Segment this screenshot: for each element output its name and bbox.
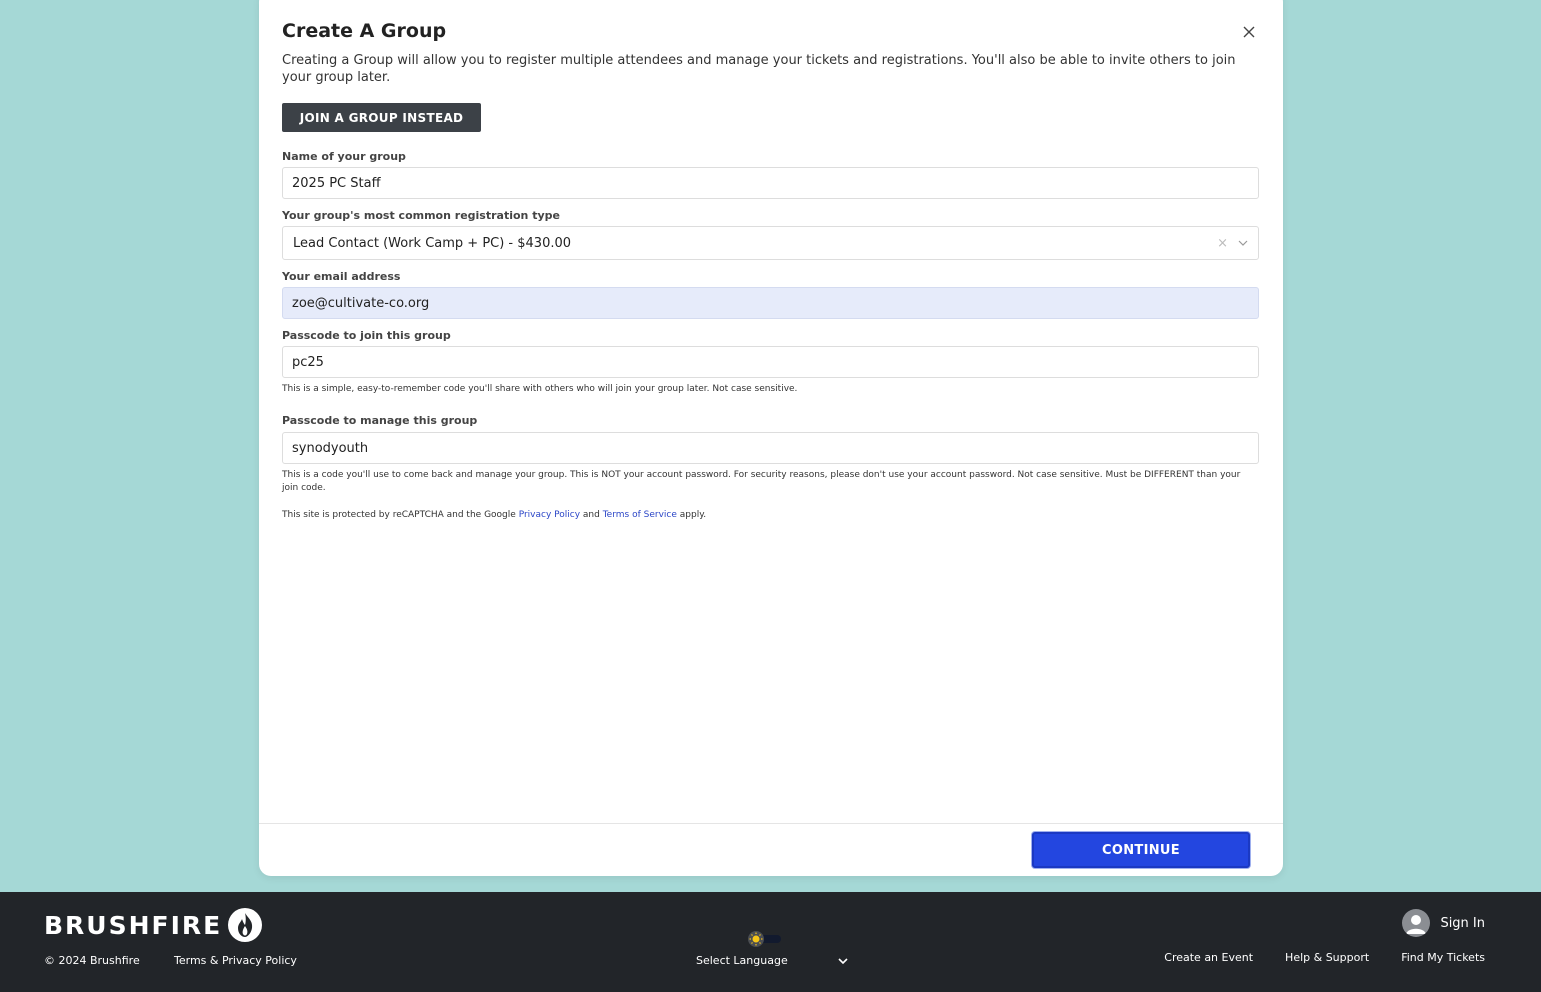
privacy-policy-link[interactable]: Privacy Policy	[518, 510, 581, 520]
recaptcha-prefix: This site is protected by reCAPTCHA and the Google	[282, 510, 516, 520]
recaptcha-notice	[282, 510, 706, 520]
reg-type-label: Your group's most common registration type	[282, 209, 560, 222]
sign-in-button[interactable]	[1402, 909, 1485, 937]
close-icon[interactable]	[1239, 22, 1259, 42]
terms-of-service-link[interactable]: Terms of Service	[602, 510, 677, 520]
user-avatar-icon	[1402, 909, 1430, 937]
copyright: © 2024 Brushfire	[44, 954, 140, 967]
create-event-link[interactable]: Create an Event	[1164, 951, 1254, 964]
email-value: zoe@cultivate-co.org	[292, 295, 430, 311]
email-field[interactable]	[282, 287, 1259, 319]
modal-intro: Creating a Group will allow you to register multiple attendees and manage your tickets and registrations. You'll also be able to invite others to join your group later.	[282, 53, 1236, 85]
manage-passcode-label: Passcode to manage this group	[282, 414, 478, 427]
brushfire-logo[interactable]	[44, 908, 262, 942]
continue-button[interactable]: CONTINUE	[1032, 832, 1250, 868]
group-name-value: 2025 PC Staff	[292, 175, 381, 191]
language-select-label: Select Language	[696, 954, 788, 967]
language-select[interactable]	[696, 954, 848, 967]
help-support-link[interactable]: Help & Support	[1285, 951, 1370, 964]
flame-icon	[228, 908, 262, 942]
chevron-down-icon[interactable]	[1238, 238, 1248, 248]
find-my-tickets-link[interactable]: Find My Tickets	[1401, 951, 1485, 964]
join-passcode-label: Passcode to join this group	[282, 329, 451, 342]
logo-text: BRUSHFIRE	[44, 910, 223, 940]
email-label: Your email address	[282, 270, 401, 283]
terms-privacy-link[interactable]: Terms & Privacy Policy	[174, 954, 297, 967]
modal-footer-divider	[259, 823, 1283, 824]
recaptcha-suffix: apply.	[679, 510, 707, 520]
clear-icon[interactable]: ×	[1217, 235, 1228, 251]
reg-type-value: Lead Contact (Work Camp + PC) - $430.00	[293, 235, 572, 251]
manage-passcode-help: This is a code you'll use to come back and manage your group. This is NOT your account password. For security reasons, please don't use your account password. Not case sensitive. Must be DIFFERENT than your join code.	[282, 470, 1241, 493]
footer-links	[1164, 951, 1485, 964]
chevron-down-icon	[838, 956, 848, 966]
manage-passcode-value: synodyouth	[292, 440, 369, 456]
theme-toggle[interactable]	[745, 930, 783, 948]
join-passcode-value: pc25	[292, 354, 324, 370]
site-footer	[0, 892, 1541, 992]
group-name-label: Name of your group	[282, 150, 406, 163]
join-passcode-input[interactable]	[282, 346, 1259, 378]
sign-in-label: Sign In	[1440, 915, 1485, 931]
reg-type-select[interactable]	[282, 226, 1259, 260]
modal-title: Create A Group	[282, 20, 447, 42]
group-name-input[interactable]	[282, 167, 1259, 199]
manage-passcode-input[interactable]	[282, 432, 1259, 464]
recaptcha-and: and	[582, 510, 600, 520]
create-group-modal	[259, 0, 1283, 876]
join-passcode-help: This is a simple, easy-to-remember code you'll share with others who will join your group later. Not case sensitive.	[282, 384, 798, 394]
join-group-instead-button[interactable]: JOIN A GROUP INSTEAD	[282, 103, 481, 132]
